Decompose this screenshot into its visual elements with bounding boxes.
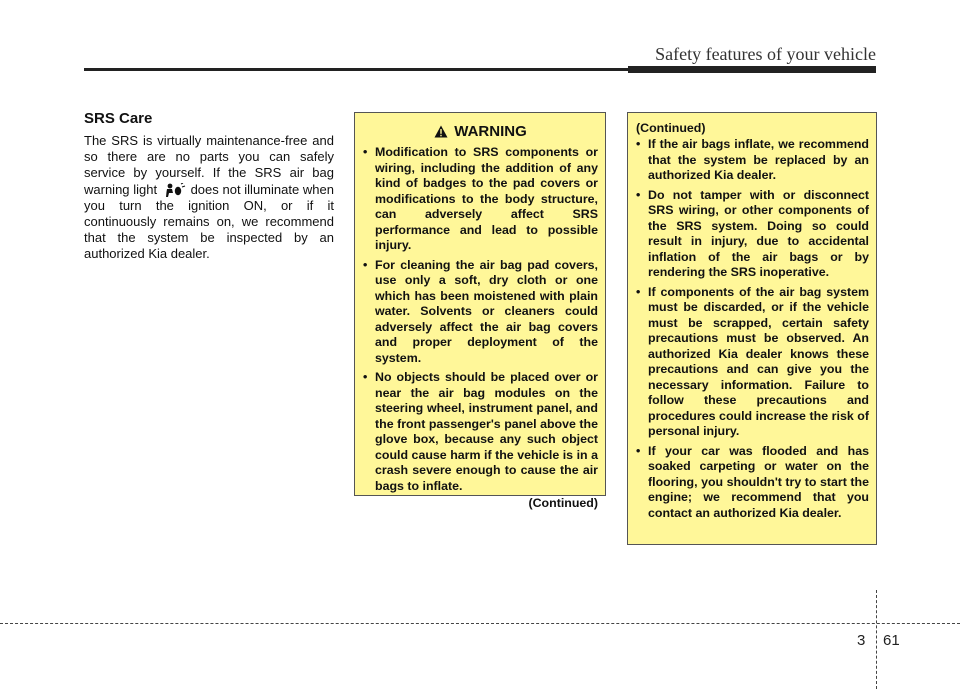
page-number: 61 xyxy=(883,632,900,649)
srs-care-paragraph xyxy=(84,133,334,263)
warning-heading xyxy=(363,123,598,140)
chapter-number: 3 xyxy=(857,632,866,649)
warning-box xyxy=(354,112,606,510)
list-item: • Do not tamper with or disconnect SRS wiring, or other components of the SRS system. Doing so could result in injury, due to accidental inflation of the air bags or by rendering the SRS inoperative. xyxy=(636,188,869,281)
warning-heading-text: WARNING xyxy=(454,123,527,140)
continued-list xyxy=(636,137,869,521)
footer-rule xyxy=(0,623,960,624)
list-item: • If your car was flooded and has soaked carpeting or water on the flooring, you shouldn't try to start the engine; we recommend that you contact an authorized Kia dealer. xyxy=(636,444,869,522)
srs-care-section xyxy=(84,110,334,263)
warning-list xyxy=(363,145,598,494)
list-item: • No objects should be placed over or near the air bag modules on the steering wheel, instrument panel, and the front passenger's panel above the glove box, because any such object could cause harm if the vehicle is in a crash severe enough to cause the air bags to inflate. xyxy=(363,370,598,494)
header-rule-accent xyxy=(628,66,876,73)
paragraph-text-end: does not illuminate when you turn the ignition ON, or if it continuously remains on, we recommend that the system be inspected by an authorized Kia dealer. xyxy=(84,181,334,262)
page-header-title: Safety features of your vehicle xyxy=(655,44,876,64)
section-title: SRS Care xyxy=(84,110,153,127)
list-item: • If the air bags inflate, we recommend that the system be replaced by an authorized Kia dealer. xyxy=(636,137,869,184)
airbag-warning-icon xyxy=(161,183,187,197)
list-item: • Modification to SRS components or wiring, including the addition of any kind of badges to the pad covers or modifications to the body structure, can adversely affect SRS performance and lead to possible injury. xyxy=(363,145,598,254)
footer-divider xyxy=(876,590,877,689)
continued-heading: (Continued) xyxy=(636,121,706,135)
list-item: • For cleaning the air bag pad covers, use only a soft, dry cloth or one which has been moistened with plain water. Solvents or cleaners could adversely affect the air bag covers and proper deployment of the system. xyxy=(363,258,598,367)
continued-label: (Continued) xyxy=(528,496,598,510)
paragraph-text-start: The SRS is virtually maintenance-free and so there are no parts you can safely service by yourself. If the SRS air bag warning light xyxy=(84,133,334,197)
list-item: • If components of the air bag system must be discarded, or if the vehicle must be scrapped, certain safety precautions must be observed. An authorized Kia dealer knows these precautions and can give you the necessary information. Failure to follow these precautions and procedures could increase the risk of personal injury. xyxy=(636,285,869,440)
warning-triangle-icon xyxy=(434,125,448,138)
continued-box xyxy=(627,112,877,545)
